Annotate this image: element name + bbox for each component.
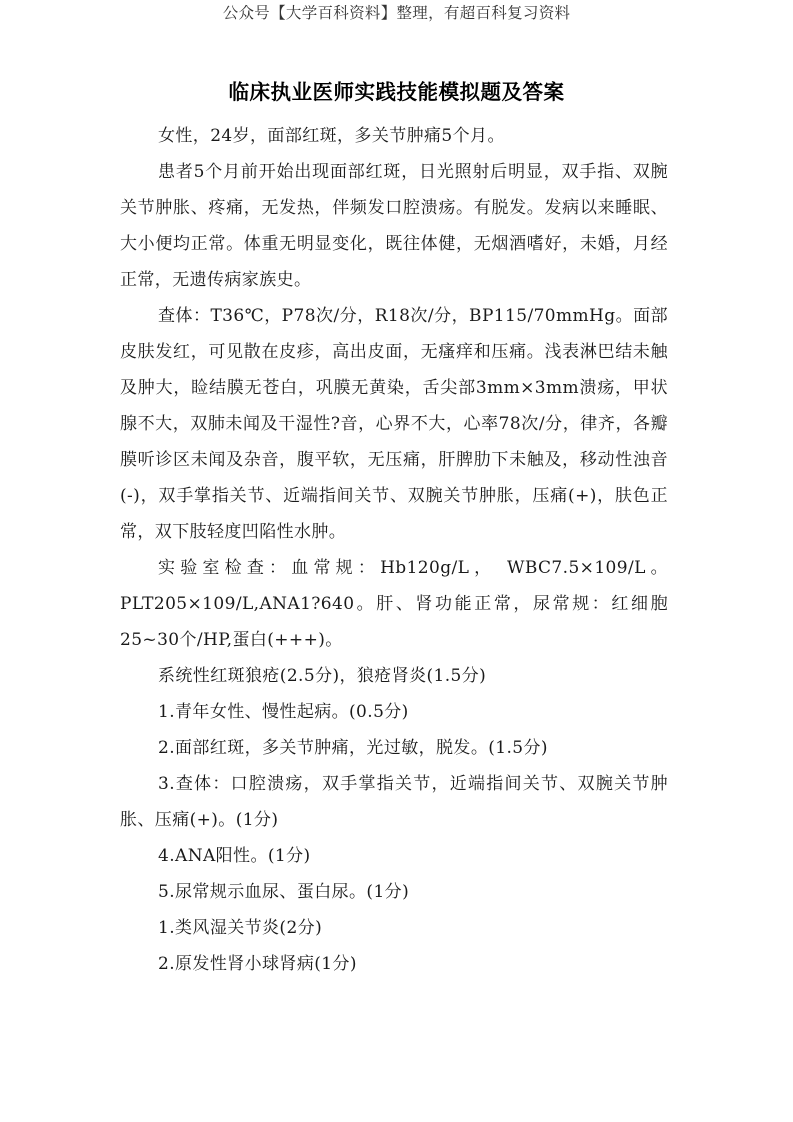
basis-item-3: 3.查体：口腔溃疡，双手掌指关节，近端指间关节、双腕关节肿胀、压痛(+)。(1分)	[120, 774, 668, 830]
document-title: 临床执业医师实践技能模拟题及答案	[228, 80, 565, 104]
diagnosis-paragraph: 系统性红斑狼疮(2.5分)，狼疮肾炎(1.5分)	[158, 666, 487, 686]
basis-item-4: 4.ANA阳性。(1分)	[158, 846, 311, 866]
basis-item-2: 2.面部红斑，多关节肿痛，光过敏，脱发。(1.5分)	[158, 738, 548, 758]
page-header: 公众号【大学百科资料】整理，有超百科复习资料	[222, 4, 571, 22]
differential-item-2: 2.原发性肾小球肾病(1分)	[158, 954, 357, 974]
differential-item-1: 1.类风湿关节炎(2分)	[158, 918, 323, 938]
basis-item-5: 5.尿常规示血尿、蛋白尿。(1分)	[158, 882, 410, 902]
lab-results-paragraph: 实验室检查：血常规：Hb120g/L， WBC7.5×109/L。PLT205×109/L,ANA1?640。肝、肾功能正常，尿常规：红细胞25~30个/HP,蛋白(+++)。	[120, 558, 668, 650]
physical-exam-paragraph: 查体：T36℃，P78次/分，R18次/分，BP115/70mmHg。面部皮肤发红，可见散在皮疹，高出皮面，无瘙痒和压痛。浅表淋巴结未触及肿大，睑结膜无苍白，巩膜无黄染，舌尖部3mm×3mm溃疡，甲状腺不大，双肺未闻及干湿性?音，心界不大，心率78次/分，律齐，各瓣膜听诊区未闻及杂音，腹平软，无压痛，肝脾肋下未触及，移动性浊音(-)，双手掌指关节、近端指间关节、双腕关节肿胀，压痛(+)，肤色正常，双下肢轻度凹陷性水肿。	[120, 306, 668, 542]
basis-item-1: 1.青年女性、慢性起病。(0.5分)	[158, 702, 409, 722]
case-summary: 女性，24岁，面部红斑，多关节肿痛5个月。	[158, 126, 505, 146]
document-body	[120, 118, 668, 982]
history-paragraph: 患者5个月前开始出现面部红斑，日光照射后明显，双手指、双腕关节肿胀、疼痛，无发热，伴频发口腔溃疡。有脱发。发病以来睡眠、大小便均正常。体重无明显变化，既往体健，无烟酒嗜好，未婚，月经正常，无遗传病家族史。	[120, 162, 668, 290]
